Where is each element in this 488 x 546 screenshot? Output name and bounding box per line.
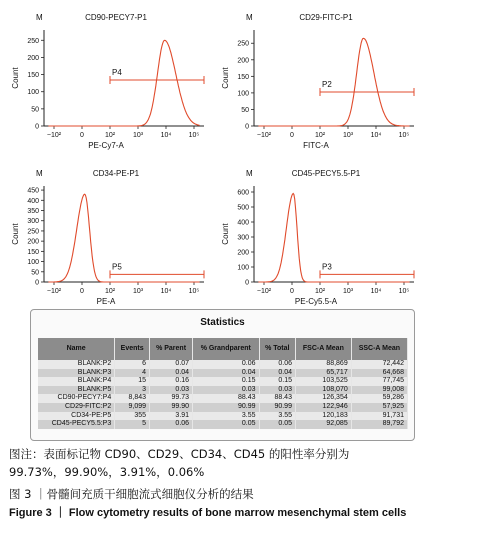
x-tick-label: 10³ [342, 288, 354, 295]
statistics-cell: 65,717 [295, 369, 351, 378]
statistics-cell: 0.15 [193, 377, 259, 386]
statistics-cell: 0.06 [193, 360, 259, 369]
x-tick-label: 10⁴ [160, 288, 172, 295]
y-tick-label: 50 [241, 106, 249, 114]
statistics-cell: CD45-PECY5.5:P3 [38, 420, 115, 429]
statistics-cell: 88.43 [193, 394, 259, 403]
statistics-column-header: FSC-A Mean [295, 338, 351, 360]
statistics-cell: 99.90 [150, 403, 193, 412]
y-tick-label: 100 [237, 264, 249, 272]
y-tick-label: 200 [237, 57, 249, 65]
histogram-cd90 [0, 8, 230, 153]
statistics-cell: 4 [115, 369, 150, 378]
statistics-cell: 57,925 [351, 403, 407, 412]
statistics-row [38, 377, 408, 386]
statistics-title: Statistics [200, 317, 245, 328]
panel-title: CD29-FITC-P1 [299, 13, 353, 22]
y-tick-label: 0 [35, 279, 39, 287]
x-tick-label: 10³ [132, 288, 144, 295]
x-tick-label: 10⁵ [398, 132, 410, 139]
statistics-cell: 90.99 [259, 403, 295, 412]
histogram-curve [258, 38, 409, 126]
statistics-cell: 91,731 [351, 412, 407, 421]
statistics-cell: 0.15 [259, 377, 295, 386]
statistics-cell: 64,668 [351, 369, 407, 378]
statistics-cell: CD90-PECY7:P4 [38, 394, 115, 403]
x-tick-label: 10³ [342, 132, 354, 139]
x-tick-label: 10⁴ [370, 132, 382, 139]
statistics-column-header: % Total [259, 338, 295, 360]
y-axis-label: Count [11, 67, 20, 89]
x-tick-label: 0 [80, 132, 84, 139]
y-tick-label: 300 [27, 218, 39, 226]
histogram-cd45 [210, 164, 440, 309]
y-tick-label: 450 [27, 187, 39, 195]
statistics-cell: 0.03 [193, 386, 259, 395]
statistics-cell: 88,869 [295, 360, 351, 369]
statistics-cell: 0.03 [150, 386, 193, 395]
caption-note-line1: 图注：表面标记物 CD90、CD29、CD34、CD45 的阳性率分别为 [9, 447, 350, 461]
panel-title: CD45-PECY5.5-P1 [291, 169, 361, 178]
histogram-cd29-svg [210, 8, 440, 153]
y-tick-label: 200 [27, 54, 39, 62]
gate-label: P5 [112, 262, 122, 272]
y-tick-label: 0 [35, 123, 39, 131]
y-tick-label: 150 [27, 248, 39, 256]
statistics-cell: 3.55 [259, 412, 295, 421]
statistics-cell: 0.03 [259, 386, 295, 395]
statistics-cell: 3.91 [150, 412, 193, 421]
statistics-cell: 0.04 [259, 369, 295, 378]
statistics-row [38, 386, 408, 395]
statistics-cell: BLANK:P3 [38, 369, 115, 378]
statistics-column-header: % Parent [150, 338, 193, 360]
x-tick-label: −10² [256, 132, 272, 139]
y-tick-label: 600 [237, 189, 249, 197]
statistics-cell: 0.04 [193, 369, 259, 378]
statistics-row [38, 403, 408, 412]
histogram-cd90-svg [0, 8, 230, 153]
statistics-cell: 15 [115, 377, 150, 386]
y-axis-label: Count [221, 223, 230, 245]
y-tick-label: 100 [237, 90, 249, 98]
statistics-table [38, 338, 408, 429]
y-tick-label: 150 [27, 72, 39, 80]
y-tick-label: 250 [27, 228, 39, 236]
statistics-row [38, 360, 408, 369]
statistics-panel [30, 309, 415, 441]
x-tick-label: 10⁵ [188, 132, 200, 139]
x-tick-label: −10² [256, 288, 272, 295]
y-tick-label: 200 [237, 249, 249, 257]
x-tick-label: 10² [104, 132, 116, 139]
statistics-cell: 103,525 [295, 377, 351, 386]
statistics-row [38, 412, 408, 421]
statistics-cell: 0.04 [150, 369, 193, 378]
statistics-cell: 88.43 [259, 394, 295, 403]
statistics-cell: BLANK:P2 [38, 360, 115, 369]
statistics-cell: 77,745 [351, 377, 407, 386]
statistics-cell: 92,085 [295, 420, 351, 429]
y-tick-label: 250 [27, 37, 39, 45]
y-tick-label: 350 [27, 208, 39, 216]
statistics-row [38, 420, 408, 429]
statistics-body [38, 360, 408, 429]
x-tick-label: 10⁵ [398, 288, 410, 295]
statistics-cell: 59,286 [351, 394, 407, 403]
x-tick-label: −10² [46, 288, 62, 295]
statistics-cell: 108,070 [295, 386, 351, 395]
y-axis-label: Count [221, 67, 230, 89]
gate-label: P4 [112, 68, 122, 77]
statistics-cell: 89,792 [351, 420, 407, 429]
y-tick-label: 0 [245, 123, 249, 131]
statistics-row [38, 369, 408, 378]
gate-label: P2 [322, 80, 332, 89]
statistics-cell: 5 [115, 420, 150, 429]
x-tick-label: 10² [314, 132, 326, 139]
histogram-cd45-svg [210, 164, 440, 309]
x-tick-label: 10⁵ [188, 288, 200, 295]
x-axis-label: PE-Cy5.5-A [294, 297, 338, 306]
corner-label: M [36, 169, 43, 178]
y-tick-label: 200 [27, 238, 39, 246]
statistics-cell: 0.06 [150, 420, 193, 429]
statistics-cell: 99,008 [351, 386, 407, 395]
statistics-cell: 0.05 [193, 420, 259, 429]
corner-label: M [246, 169, 253, 178]
statistics-column-header: Events [115, 338, 150, 360]
histogram-cd29 [210, 8, 440, 153]
statistics-cell: 122,946 [295, 403, 351, 412]
y-axis-label: Count [11, 223, 20, 245]
figure-title-cn: 图 3 ｜骨髓间充质干细胞流式细胞仪分析的结果 [9, 487, 254, 501]
corner-label: M [246, 13, 253, 22]
statistics-cell: 355 [115, 412, 150, 421]
y-tick-label: 150 [237, 73, 249, 81]
x-tick-label: −10² [46, 132, 62, 139]
statistics-cell: 0.06 [259, 360, 295, 369]
panel-title: CD34-PE-P1 [92, 169, 140, 178]
y-tick-label: 500 [237, 204, 249, 212]
statistics-cell: 99.73 [150, 394, 193, 403]
histogram-cd34 [0, 164, 230, 309]
histogram-curve [48, 194, 199, 282]
statistics-header-row [38, 338, 408, 360]
corner-label: M [36, 13, 43, 22]
statistics-column-header: % Grandparent [193, 338, 259, 360]
statistics-cell: 8,843 [115, 394, 150, 403]
statistics-cell: 3.55 [193, 412, 259, 421]
statistics-cell: CD34-PE:P5 [38, 412, 115, 421]
statistics-cell: 3 [115, 386, 150, 395]
x-tick-label: 0 [80, 288, 84, 295]
x-tick-label: 10⁴ [370, 288, 382, 295]
gate-label: P3 [322, 262, 332, 272]
panel-title: CD90-PECY7-P1 [85, 13, 147, 22]
statistics-cell: 90.99 [193, 403, 259, 412]
histogram-curve [258, 194, 409, 283]
x-tick-label: 10⁴ [160, 132, 172, 139]
statistics-row [38, 394, 408, 403]
y-tick-label: 50 [31, 269, 39, 277]
statistics-cell: 6 [115, 360, 150, 369]
y-tick-label: 400 [237, 219, 249, 227]
y-tick-label: 300 [237, 234, 249, 242]
histogram-curve [48, 40, 199, 126]
statistics-cell: 120,183 [295, 412, 351, 421]
histogram-cd34-svg [0, 164, 230, 309]
y-tick-label: 50 [31, 106, 39, 114]
statistics-cell: 0.05 [259, 420, 295, 429]
statistics-cell: 9,099 [115, 403, 150, 412]
x-axis-label: PE-Cy7-A [88, 141, 124, 150]
x-tick-label: 10³ [132, 132, 144, 139]
y-tick-label: 0 [245, 279, 249, 287]
x-tick-label: 0 [290, 132, 294, 139]
x-tick-label: 0 [290, 288, 294, 295]
x-axis-label: FITC-A [303, 141, 329, 150]
statistics-cell: BLANK:P4 [38, 377, 115, 386]
figure-title-en: Figure 3 ｜ Flow cytometry results of bone marrow mesenchymal stem cells [9, 507, 407, 519]
statistics-column-header: Name [38, 338, 115, 360]
statistics-cell: 0.16 [150, 377, 193, 386]
statistics-column-header: SSC-A Mean [351, 338, 407, 360]
statistics-cell: 0.07 [150, 360, 193, 369]
statistics-cell: BLANK:P5 [38, 386, 115, 395]
statistics-cell: 72,442 [351, 360, 407, 369]
statistics-cell: CD29-FITC:P2 [38, 403, 115, 412]
statistics-cell: 126,354 [295, 394, 351, 403]
x-axis-label: PE-A [96, 297, 116, 306]
y-tick-label: 400 [27, 197, 39, 205]
y-tick-label: 250 [237, 40, 249, 48]
x-tick-label: 10² [104, 288, 116, 295]
caption-note-line2: 99.73%，99.90%，3.91%，0.06% [9, 465, 205, 479]
y-tick-label: 100 [27, 89, 39, 97]
x-tick-label: 10² [314, 288, 326, 295]
y-tick-label: 100 [27, 259, 39, 267]
